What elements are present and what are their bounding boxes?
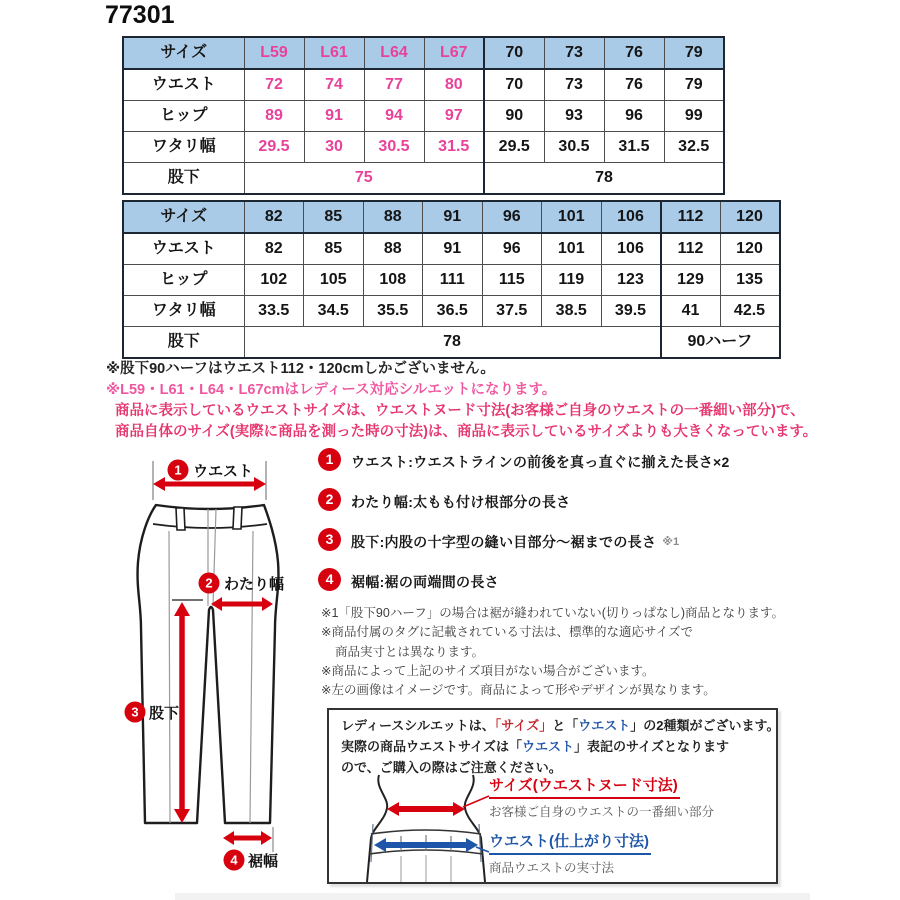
measure-item [318, 448, 730, 472]
size-note-line: 商品自体のサイズ(実際に商品を測った時の寸法)は、商品に表示しているサイズよりも大きくなっています。 [115, 424, 818, 440]
inseam-label-text: 股下 [149, 705, 180, 722]
info-line-1 [341, 715, 779, 736]
value-cell: 123 [601, 265, 661, 296]
inseam-span-cell: 90ハーフ [661, 327, 780, 359]
table-row [123, 327, 780, 359]
table-row [123, 69, 724, 101]
value-cell: 82 [244, 233, 304, 265]
value-cell: 70 [484, 69, 544, 101]
info-text-part: と [552, 718, 566, 733]
value-cell: 80 [424, 69, 484, 101]
measure-number-badge: 4 [318, 568, 341, 591]
size-header-cell: 82 [244, 201, 304, 233]
info-text-part: 表記のサイズとなります [587, 739, 729, 754]
size-table-lower [122, 200, 781, 359]
size-header-cell: 91 [423, 201, 483, 233]
size-note-line: 商品に表示しているウエストサイズは、ウエストヌード寸法(お客様ご自身のウエストの一番細い部分)で、 [115, 403, 805, 419]
info-text-part: 」 [630, 718, 644, 733]
value-cell: 31.5 [604, 132, 664, 163]
info-text-part: ウエスト [578, 718, 631, 733]
measure-number-badge: 2 [318, 488, 341, 511]
measurement-notes [321, 604, 784, 700]
value-cell: 91 [423, 233, 483, 265]
size-nude-arrow [387, 796, 489, 816]
measure-note-line: ※商品付属のタグに記載されている寸法は、標準的な適応サイズで [321, 625, 693, 640]
value-cell: 119 [542, 265, 602, 296]
value-cell: 32.5 [664, 132, 724, 163]
waist-label-text: ウエスト [193, 463, 254, 480]
waist-label [168, 460, 254, 481]
hem-number: 4 [230, 852, 238, 868]
value-cell: 33.5 [244, 296, 304, 327]
size-header-label: サイズ [123, 37, 244, 69]
size-table-notes [106, 359, 817, 443]
size-nude-sublabel: お客様ご自身のウエストの一番細い部分 [489, 805, 715, 819]
info-line-2 [341, 736, 779, 757]
info-text-part: 」 [574, 739, 588, 754]
size-header-cell: 70 [484, 37, 544, 69]
info-text-part: レディースシルエットは、 [341, 718, 495, 733]
row-label: ウエスト [123, 233, 244, 265]
info-text-part: 「サイズ」 [494, 718, 553, 733]
measurement-definition-list [318, 448, 730, 608]
table-row [123, 163, 724, 195]
product-code-title: 77301 [105, 1, 175, 29]
value-cell: 129 [661, 265, 721, 296]
size-header-cell: 76 [604, 37, 664, 69]
value-cell: 39.5 [601, 296, 661, 327]
table-row [123, 233, 780, 265]
size-header-cell: 79 [664, 37, 724, 69]
value-cell: 106 [601, 233, 661, 265]
value-cell: 41 [661, 296, 721, 327]
value-cell: 101 [542, 233, 602, 265]
value-cell: 97 [424, 101, 484, 132]
bottom-edge-strip [175, 893, 810, 900]
inseam-label [125, 702, 180, 723]
row-label: ウエスト [123, 69, 244, 101]
value-cell: 91 [304, 101, 364, 132]
value-cell: 76 [604, 69, 664, 101]
size-header-cell: L59 [244, 37, 304, 69]
size-header-cell: 96 [482, 201, 542, 233]
waist-number: 1 [174, 462, 182, 478]
value-cell: 74 [304, 69, 364, 101]
size-header-cell: 112 [661, 201, 721, 233]
size-header-cell: 106 [601, 201, 661, 233]
size-note-line: ※股下90ハーフはウエスト112・120cmしかございません。 [106, 361, 495, 377]
measure-number-badge: 3 [318, 528, 341, 551]
size-nude-label: サイズ(ウエストヌード寸法) [489, 774, 680, 799]
measure-item [318, 488, 730, 512]
pants-measurement-diagram [112, 446, 324, 892]
value-cell: 30.5 [364, 132, 424, 163]
value-cell: 79 [664, 69, 724, 101]
value-cell: 102 [244, 265, 304, 296]
thigh-label-text: わたり幅 [224, 576, 285, 593]
value-cell: 37.5 [482, 296, 542, 327]
value-cell: 112 [661, 233, 721, 265]
size-header-cell: L64 [364, 37, 424, 69]
table-row [123, 265, 780, 296]
info-text-part: 実際の商品ウエストサイズは [341, 739, 509, 754]
value-cell: 77 [364, 69, 424, 101]
measure-item [318, 568, 730, 592]
size-header-cell: L61 [304, 37, 364, 69]
inseam-number: 3 [131, 704, 139, 720]
value-cell: 105 [304, 265, 364, 296]
waist-finished-label: ウエスト(仕上がり寸法) [489, 830, 651, 855]
size-header-cell: 85 [304, 201, 364, 233]
row-label: ワタリ幅 [123, 296, 244, 327]
value-cell: 99 [664, 101, 724, 132]
measure-item [318, 528, 730, 552]
value-cell: 135 [720, 265, 780, 296]
value-cell: 36.5 [423, 296, 483, 327]
thigh-number: 2 [205, 575, 213, 591]
value-cell: 31.5 [424, 132, 484, 163]
value-cell: 29.5 [484, 132, 544, 163]
inseam-span-cell: 78 [484, 163, 724, 195]
value-cell: 88 [363, 233, 423, 265]
hem-label-text: 裾幅 [248, 853, 279, 870]
size-header-cell: 101 [542, 201, 602, 233]
pants-outline [138, 505, 279, 852]
inseam-span-cell: 78 [244, 327, 661, 359]
measure-item-text: わたり幅:太もも付け根部分の長さ [351, 494, 571, 510]
thigh-width-label [199, 573, 285, 594]
table-row [123, 132, 724, 163]
size-header-cell: 120 [720, 201, 780, 233]
measure-item-text: ウエスト:ウエストラインの前後を真っ直ぐに揃えた長さ×2 [351, 454, 730, 470]
row-label: 股下 [123, 327, 244, 359]
value-cell: 108 [363, 265, 423, 296]
torso-outline [367, 775, 485, 882]
size-header-label: サイズ [123, 201, 244, 233]
value-cell: 29.5 [244, 132, 304, 163]
info-line-3: ので、ご購入の際はご注意ください。 [341, 760, 562, 775]
value-cell: 93 [544, 101, 604, 132]
value-cell: 42.5 [720, 296, 780, 327]
waist-finished-sublabel: 商品ウエストの実寸法 [489, 861, 615, 875]
measure-note-line: ※商品によって上記のサイズ項目がない場合がございます。 [321, 663, 655, 678]
size-note-line: ※L59・L61・L64・L67cmはレディース対応シルエットになります。 [106, 382, 557, 398]
row-label: ヒップ [123, 101, 244, 132]
value-cell: 35.5 [363, 296, 423, 327]
info-text-part: 「 [565, 718, 579, 733]
measure-item-text: 股下:内股の十字型の縫い目部分〜裾までの長さ [351, 534, 657, 550]
value-cell: 111 [423, 265, 483, 296]
info-text-part: 「 [508, 739, 522, 754]
measure-item-suffix: ※1 [662, 536, 680, 548]
info-text-part: ウエスト [521, 739, 574, 754]
measure-item-text: 裾幅:裾の両端間の長さ [351, 574, 499, 590]
value-cell: 120 [720, 233, 780, 265]
table-row [123, 101, 724, 132]
value-cell: 94 [364, 101, 424, 132]
inseam-span-cell: 75 [244, 163, 484, 195]
row-label: 股下 [123, 163, 244, 195]
value-cell: 85 [304, 233, 364, 265]
value-cell: 115 [482, 265, 542, 296]
measure-note-line: 商品実寸とは異なります。 [335, 644, 485, 659]
row-label: ワタリ幅 [123, 132, 244, 163]
table-row [123, 296, 780, 327]
size-header-cell: L67 [424, 37, 484, 69]
value-cell: 89 [244, 101, 304, 132]
value-cell: 30 [304, 132, 364, 163]
measure-number-badge: 1 [318, 448, 341, 471]
value-cell: 34.5 [304, 296, 364, 327]
size-table-upper [122, 36, 725, 195]
info-text-part: の2種類がございます。 [643, 718, 780, 733]
hem-width-arrow [223, 831, 272, 845]
value-cell: 90 [484, 101, 544, 132]
value-cell: 96 [604, 101, 664, 132]
value-cell: 72 [244, 69, 304, 101]
hem-label [224, 850, 279, 871]
value-cell: 96 [482, 233, 542, 265]
measure-note-line: ※1「股下90ハーフ」の場合は裾が縫われていない(切りっぱなし)商品となります。 [321, 606, 785, 620]
info-box-paragraph [341, 715, 779, 778]
value-cell: 38.5 [542, 296, 602, 327]
size-header-cell: 88 [363, 201, 423, 233]
measure-note-line: ※左の画像はイメージです。商品によって形やデザインが異なります。 [321, 683, 716, 698]
value-cell: 30.5 [544, 132, 604, 163]
value-cell: 73 [544, 69, 604, 101]
size-header-cell: 73 [544, 37, 604, 69]
ladies-silhouette-info-box [327, 708, 778, 884]
row-label: ヒップ [123, 265, 244, 296]
